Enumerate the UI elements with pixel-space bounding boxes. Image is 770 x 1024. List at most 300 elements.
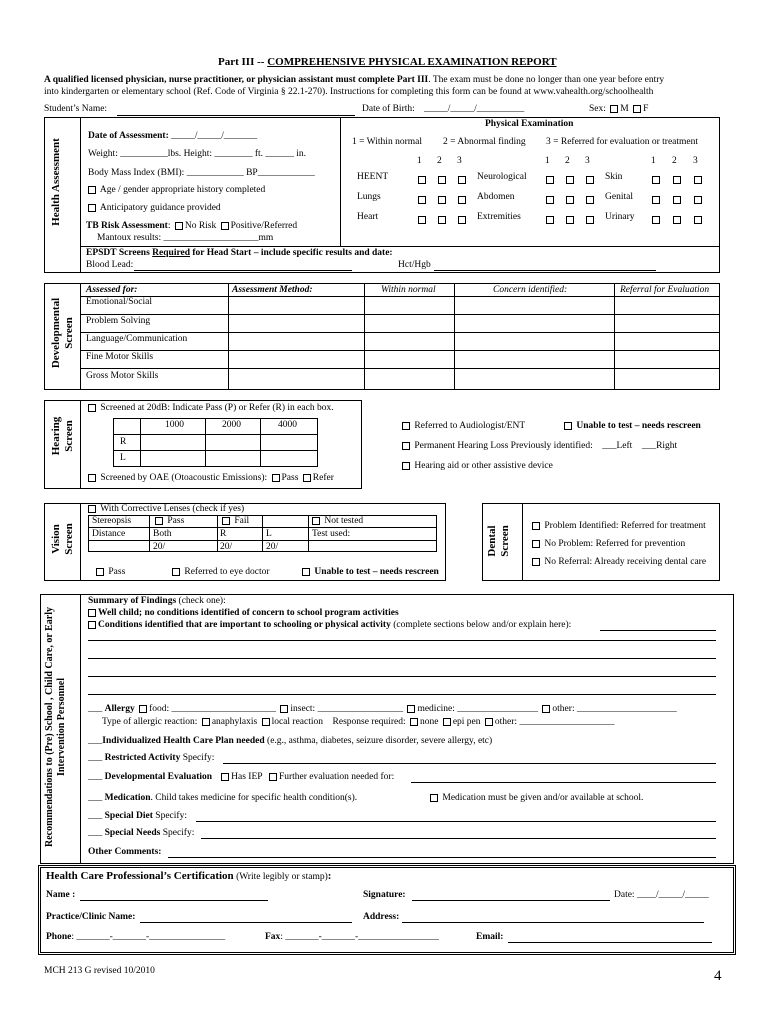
food-field[interactable]: ______________________ [169,704,277,714]
oae-row [86,473,334,484]
special-diet-specify: Specify: [155,811,187,821]
page-title [218,56,557,69]
dev-eval-row [88,772,394,783]
other-comments-field[interactable] [168,857,716,858]
restricted-field[interactable]: ___ [88,753,103,763]
age-history-label: Age / gender appropriate history completed [99,185,266,195]
exam-checkbox[interactable] [652,216,660,224]
hearing-unable-option [562,421,701,432]
dev-col-line [364,283,365,390]
exam-checkbox[interactable] [566,196,574,204]
practice-label: Practice/Clinic Name: [46,912,136,922]
exam-checkbox[interactable] [546,196,554,204]
exam-checkbox[interactable] [566,176,574,184]
fax-row [265,932,439,943]
further-eval-field[interactable] [411,782,716,783]
restricted-row [88,753,214,764]
food-label: food: [149,704,170,714]
fax-label: Fax [265,932,281,942]
exam-genital: Genital [605,192,633,202]
explain-line-4[interactable] [88,694,716,695]
dob-label: Date of Birth: [362,104,415,114]
exam-checkbox[interactable] [673,176,681,184]
vision-unable-option [300,567,439,578]
grid-line [262,515,263,552]
right-acuity[interactable]: 20/ [220,542,233,552]
left-label: Left [616,441,633,451]
hearing-aid-label: Hearing aid or other assistive device [414,461,553,471]
medicine-field[interactable]: _________________ [454,704,539,714]
local-reaction-label: local reaction [271,717,324,727]
local-reaction-checkbox[interactable] [262,718,270,726]
cert-date-row [614,890,709,901]
referred-eye-label: Referred to eye doctor [184,567,270,577]
stereo-pass-checkbox[interactable] [155,517,163,525]
has-iep-label: Has IEP [231,772,263,782]
stereo-pass-label: Pass [167,516,185,526]
epsdt-label: EPSDT Screens [86,248,153,258]
exam-urinary: Urinary [605,212,635,222]
dental-opt1 [530,521,706,532]
epsdt-required: Required [152,248,191,258]
signature-label: Signature: [363,890,406,900]
bmi-label: Body Mass Index (BMI): [88,168,185,178]
email-label: Email: [476,932,504,942]
right-label: Right [656,441,678,451]
grid-line [260,418,261,467]
exam-checkbox[interactable] [546,176,554,184]
epsdt-divider [80,246,720,247]
section-divider [80,117,81,273]
blood-lead-label: Blood Lead: [86,260,134,270]
tb-colon: : [167,221,171,231]
vision-label [50,502,75,576]
oae-pass-checkbox[interactable] [272,474,280,482]
email-field[interactable] [508,942,712,943]
age-history-option [86,185,265,196]
exam-heent: HEENT [357,172,389,182]
restricted-label: Restricted Activity [104,753,181,763]
address-field[interactable] [402,922,704,923]
dental-opt3-checkbox[interactable] [532,558,540,566]
left-field[interactable]: ___ [602,441,617,451]
both-label: Both [153,529,172,539]
hearing-unable-label: Unable to test – needs rescreen [576,421,701,431]
corrective-checkbox[interactable] [88,505,96,513]
dob-field[interactable]: _____/_____/__________ [424,104,525,114]
dental-opt2-checkbox[interactable] [532,540,540,548]
stereo-pass-option [153,516,184,527]
ihcp-field[interactable]: ___ [88,736,103,746]
further-eval-label: Further evaluation needed for: [278,772,395,782]
not-tested-label: Not tested [324,516,364,526]
positive-checkbox[interactable] [221,222,229,230]
cert-title-colon: : [327,870,332,882]
legend-3: 3 = Referred for evaluation or treatment [546,137,699,147]
recommendations-label [44,596,67,858]
phone-field[interactable]: : _______-_______-________________ [71,932,226,942]
mantoux-label: Mantoux results: [97,233,162,243]
cert-name-field[interactable] [80,900,268,901]
screened-20db-checkbox[interactable] [88,404,96,412]
referred-eye-option [170,567,270,578]
distance-label: Distance [92,529,126,539]
vision-r-label: R [220,529,227,539]
medication-row [88,793,357,804]
medication-rest: . Child takes medicine for specific health condition(s). [150,793,358,803]
col3-num-2: 2 [672,156,677,166]
vision-unable-checkbox[interactable] [302,568,310,576]
exam-checkbox[interactable] [418,196,426,204]
insect-field[interactable]: __________________ [315,704,404,714]
title-prefix: Part III -- [218,56,268,68]
dental-opt2-label: No Problem: Referred for prevention [544,539,686,549]
other-response-label: other: [494,717,518,727]
dev-label-2: Screen [62,317,75,349]
height-label: Height: [183,149,213,159]
other-comments-label: Other Comments: [88,847,162,857]
special-needs-label: Special Needs [104,828,161,838]
dev-header-referral: Referral for Evaluation [620,285,710,295]
ft-label: ft. [254,149,263,159]
freq-4000: 4000 [278,420,297,430]
weight-height-row [88,149,306,160]
corrective-label: With Corrective Lenses (check if yes) [100,504,245,514]
cert-date-label: Date: [614,890,635,900]
reaction-row [102,717,614,728]
sex-field [589,104,648,115]
epi-pen-checkbox[interactable] [443,718,451,726]
dev-row-line [80,332,720,333]
exam-checkbox[interactable] [694,196,702,204]
dev-header-assessed: Assessed for: [86,285,138,295]
medicine-label: medicine: [417,704,455,714]
weight-label: Weight: [88,149,118,159]
check-one-label: (check one): [176,596,226,606]
address-label: Address: [363,912,400,922]
exam-checkbox[interactable] [652,196,660,204]
grid-line [308,515,309,552]
sex-m-checkbox[interactable] [610,105,618,113]
summary-label: Summary of Findings [88,596,177,606]
certification-title [46,870,331,883]
dental-opt1-checkbox[interactable] [532,522,540,530]
vision-label-2: Screen [62,523,75,555]
health-assessment-label: Health Assessment [50,138,62,226]
section-divider [80,283,81,390]
explain-line-2[interactable] [88,658,716,659]
special-diet-field[interactable]: ___ [88,811,103,821]
rec-label-2: Intervention Personnel [55,677,67,777]
exam-checkbox[interactable] [586,216,594,224]
dev-row-line [80,368,720,369]
response-label: Response required: [332,717,406,727]
intro-line-2: into kindergarten or elementary school (Ref. Code of Virginia § 22.1-270). Instructions for completing this form can be found at www.vahealth.org/schoolhealth [44,87,654,97]
col2-num-1: 1 [545,156,550,166]
dental-label-2: Screen [498,525,511,557]
conditions-label: Conditions identified that are important to schooling or physical activity [98,620,391,630]
exam-checkbox[interactable] [652,176,660,184]
exam-checkbox[interactable] [418,216,426,224]
dev-row-line [80,314,720,315]
ihcp-label: Individualized Health Care Plan needed [102,736,265,746]
section-divider [80,594,81,864]
has-iep-checkbox[interactable] [221,773,229,781]
hearing-label-1: Hearing [50,416,62,456]
screened-20db-label: Screened at 20dB: Indicate Pass (P) or Refer (R) in each box. [100,403,334,413]
referred-eye-checkbox[interactable] [172,568,180,576]
oae-refer-checkbox[interactable] [303,474,311,482]
guidance-checkbox[interactable] [88,204,96,212]
exam-divider [340,117,341,246]
bmi-field[interactable]: ____________ [186,168,244,178]
other-response-field[interactable]: ____________________ [517,717,615,727]
height-ft-field[interactable]: ________ [214,149,253,159]
conditions-checkbox[interactable] [88,621,96,629]
permanent-loss-checkbox[interactable] [402,442,410,450]
grid-line [113,434,318,435]
restricted-specify-field[interactable] [223,763,716,764]
med-school-checkbox[interactable] [430,794,438,802]
dev-col-line [454,283,455,390]
explain-line-1[interactable] [88,640,716,641]
dev-row-problem: Problem Solving [86,316,151,326]
practice-field[interactable] [140,922,352,923]
special-needs-field[interactable]: ___ [88,828,103,838]
special-diet-label: Special Diet [104,811,153,821]
physical-exam-title: Physical Examination [485,119,574,129]
sex-f-label: F [643,104,649,114]
insect-checkbox[interactable] [280,705,288,713]
no-risk-checkbox[interactable] [175,222,183,230]
exam-skin: Skin [605,172,623,182]
conditions-field[interactable] [600,630,716,631]
phone-row [46,932,225,943]
well-child-option [86,608,399,619]
sex-f-checkbox[interactable] [633,105,641,113]
weight-field[interactable]: __________ [120,149,168,159]
other-allergy-label: other: [552,704,575,714]
stereo-fail-checkbox[interactable] [222,517,230,525]
positive-label: Positive/Referred [230,221,298,231]
dental-opt3-label: No Referral: Already receiving dental care [544,557,707,567]
exam-checkbox[interactable] [673,216,681,224]
dental-opt3 [530,557,706,568]
exam-checkbox[interactable] [673,196,681,204]
none-label: none [419,717,439,727]
col2-num-3: 3 [585,156,590,166]
dev-eval-field[interactable]: ___ [88,772,103,782]
other-allergy-checkbox[interactable] [542,705,550,713]
vision-l-label: L [266,529,272,539]
screened-20db-option [86,403,334,414]
oae-checkbox[interactable] [88,474,96,482]
reaction-type-label: Type of allergic reaction: [102,717,198,727]
other-allergy-field[interactable]: _____________________ [574,704,677,714]
exam-checkbox[interactable] [438,176,446,184]
referred-audio-checkbox[interactable] [402,422,410,430]
exam-checkbox[interactable] [438,216,446,224]
grid-line [140,418,141,467]
oae-label: Screened by OAE (Otoacoustic Emissions): [100,473,268,483]
allergy-row [88,704,677,715]
no-risk-label: No Risk [184,221,217,231]
cert-name-row: Name : [46,890,76,900]
further-eval-checkbox[interactable] [269,773,277,781]
bmi-bp-row [88,168,315,179]
hct-field[interactable] [434,270,656,271]
dental-opt1-label: Problem Identified: Referred for treatment [544,521,706,531]
legend-2: 2 = Abnormal finding [443,137,526,147]
col1-num-1: 1 [417,156,422,166]
rec-label-1: Recommendations to (Pre) School , Child Care, or Early [44,607,55,847]
students-name-field[interactable] [117,115,355,116]
oae-refer-label: Refer [312,473,334,483]
bp-field[interactable]: ____________ [257,168,315,178]
hearing-label [50,400,75,472]
referred-audio-label: Referred to Audiologist/ENT [414,421,526,431]
sex-m-label: M [620,104,629,114]
mantoux-field[interactable]: ____________________ [163,233,259,243]
special-needs-specify-field[interactable] [201,838,716,839]
cert-date-field[interactable]: ____/_____/_____ [636,890,709,900]
dental-label [486,504,511,578]
cert-title-label: Health Care Professional’s Certification [46,870,234,882]
food-checkbox[interactable] [139,705,147,713]
right-field[interactable]: ___ [641,441,657,451]
hearing-aid-option [400,461,553,472]
epi-pen-label: epi pen [452,717,481,727]
blood-lead-field[interactable] [134,270,352,271]
grid-line [217,515,218,552]
cert-name-label: Name [46,890,70,900]
left-acuity[interactable]: 20/ [266,542,279,552]
section-divider [80,400,81,489]
exam-lungs: Lungs [357,192,381,202]
intro-bold: A qualified licensed physician, nurse practitioner, or physician assistant must complete Part III [44,75,429,85]
exam-abdomen: Abdomen [477,192,515,202]
sex-label: Sex: [589,104,606,114]
freq-2000: 2000 [222,420,241,430]
dev-row-line [80,296,720,297]
not-tested-checkbox[interactable] [312,517,320,525]
exam-checkbox[interactable] [546,216,554,224]
guidance-label: Anticipatory guidance provided [99,203,221,213]
both-acuity[interactable]: 20/ [153,542,166,552]
height-in-field[interactable]: ______ [265,149,294,159]
allergy-field[interactable]: ___ [88,704,103,714]
summary-heading [88,596,226,607]
exam-checkbox[interactable] [694,176,702,184]
dev-header-concern: Concern identified: [493,285,568,295]
oae-pass-label: Pass [281,473,299,483]
epsdt-rest: for Head Start – include specific results and date: [190,248,393,258]
hearing-aid-checkbox[interactable] [402,462,410,470]
phone-label: Phone [46,932,72,942]
signature-field[interactable] [412,900,610,901]
title-text: COMPREHENSIVE PHYSICAL EXAMINATION REPORT [267,56,557,68]
guidance-option [86,203,221,214]
fax-field[interactable]: : _______-_______-_________________ [280,932,439,942]
other-response-checkbox[interactable] [485,718,493,726]
col3-num-3: 3 [693,156,698,166]
in-label: in. [296,149,307,159]
tb-label: TB Risk Assessment [86,221,168,231]
hearing-label-2: Screen [62,420,75,452]
exam-checkbox[interactable] [418,176,426,184]
grid-line [113,450,318,451]
dev-col-line [228,283,229,390]
anaphylaxis-label: anaphylaxis [211,717,258,727]
insect-label: insect: [290,704,316,714]
medication-field[interactable]: ___ [88,793,103,803]
dental-opt2 [530,539,685,550]
exam-heart: Heart [357,212,379,222]
weight-unit: lbs. [167,149,182,159]
cert-title-rest: (Write legibly or stamp) [233,872,328,882]
conditions-rest: (complete sections below and/or explain here): [390,620,572,630]
permanent-loss-option [400,441,677,452]
special-needs-row [88,828,194,839]
none-checkbox[interactable] [410,718,418,726]
anaphylaxis-checkbox[interactable] [202,718,210,726]
col2-num-2: 2 [565,156,570,166]
ear-left: L [120,453,126,463]
dev-row-fine-motor: Fine Motor Skills [86,352,154,362]
exam-checkbox[interactable] [586,176,594,184]
dev-row-gross-motor: Gross Motor Skills [86,371,159,381]
exam-checkbox[interactable] [458,176,466,184]
ihcp-rest: (e.g., asthma, diabetes, seizure disorder, severe allergy, etc) [264,736,493,746]
date-of-assessment [88,131,257,142]
dev-label-1: Developmental [50,297,62,369]
freq-1000: 1000 [165,420,184,430]
special-diet-specify-field[interactable] [196,821,716,822]
permanent-loss-label: Permanent Hearing Loss Previously identified: [414,441,593,451]
well-child-checkbox[interactable] [88,609,96,617]
exam-checkbox[interactable] [458,216,466,224]
exam-checkbox[interactable] [438,196,446,204]
exam-checkbox[interactable] [566,216,574,224]
form-id: MCH 213 G revised 10/2010 [44,966,155,976]
exam-checkbox[interactable] [694,216,702,224]
not-tested-option [310,516,363,527]
stereo-fail-label: Fail [234,516,250,526]
age-history-checkbox[interactable] [88,186,96,194]
grid-line [205,418,206,467]
col3-num-1: 1 [651,156,656,166]
conditions-option [86,620,571,631]
section-divider [80,503,81,581]
vision-pass-checkbox[interactable] [96,568,104,576]
col1-num-2: 2 [437,156,442,166]
explain-line-3[interactable] [88,676,716,677]
hearing-unable-checkbox[interactable] [564,422,572,430]
recommendations-section [40,594,734,864]
ihcp-row [88,736,492,747]
mm-label: mm [258,233,274,243]
vision-unable-label: Unable to test – needs rescreen [314,567,439,577]
students-name-label: Student’s Name: [44,104,108,114]
exam-checkbox[interactable] [586,196,594,204]
restricted-specify: Specify: [182,753,215,763]
date-field[interactable]: _____/_____/_______ [171,131,258,141]
well-child-label: Well child; no conditions identified of concern to school program activities [98,608,399,618]
exam-checkbox[interactable] [458,196,466,204]
dental-label-1: Dental [486,525,498,557]
medicine-checkbox[interactable] [407,705,415,713]
tb-risk-row [86,221,297,232]
